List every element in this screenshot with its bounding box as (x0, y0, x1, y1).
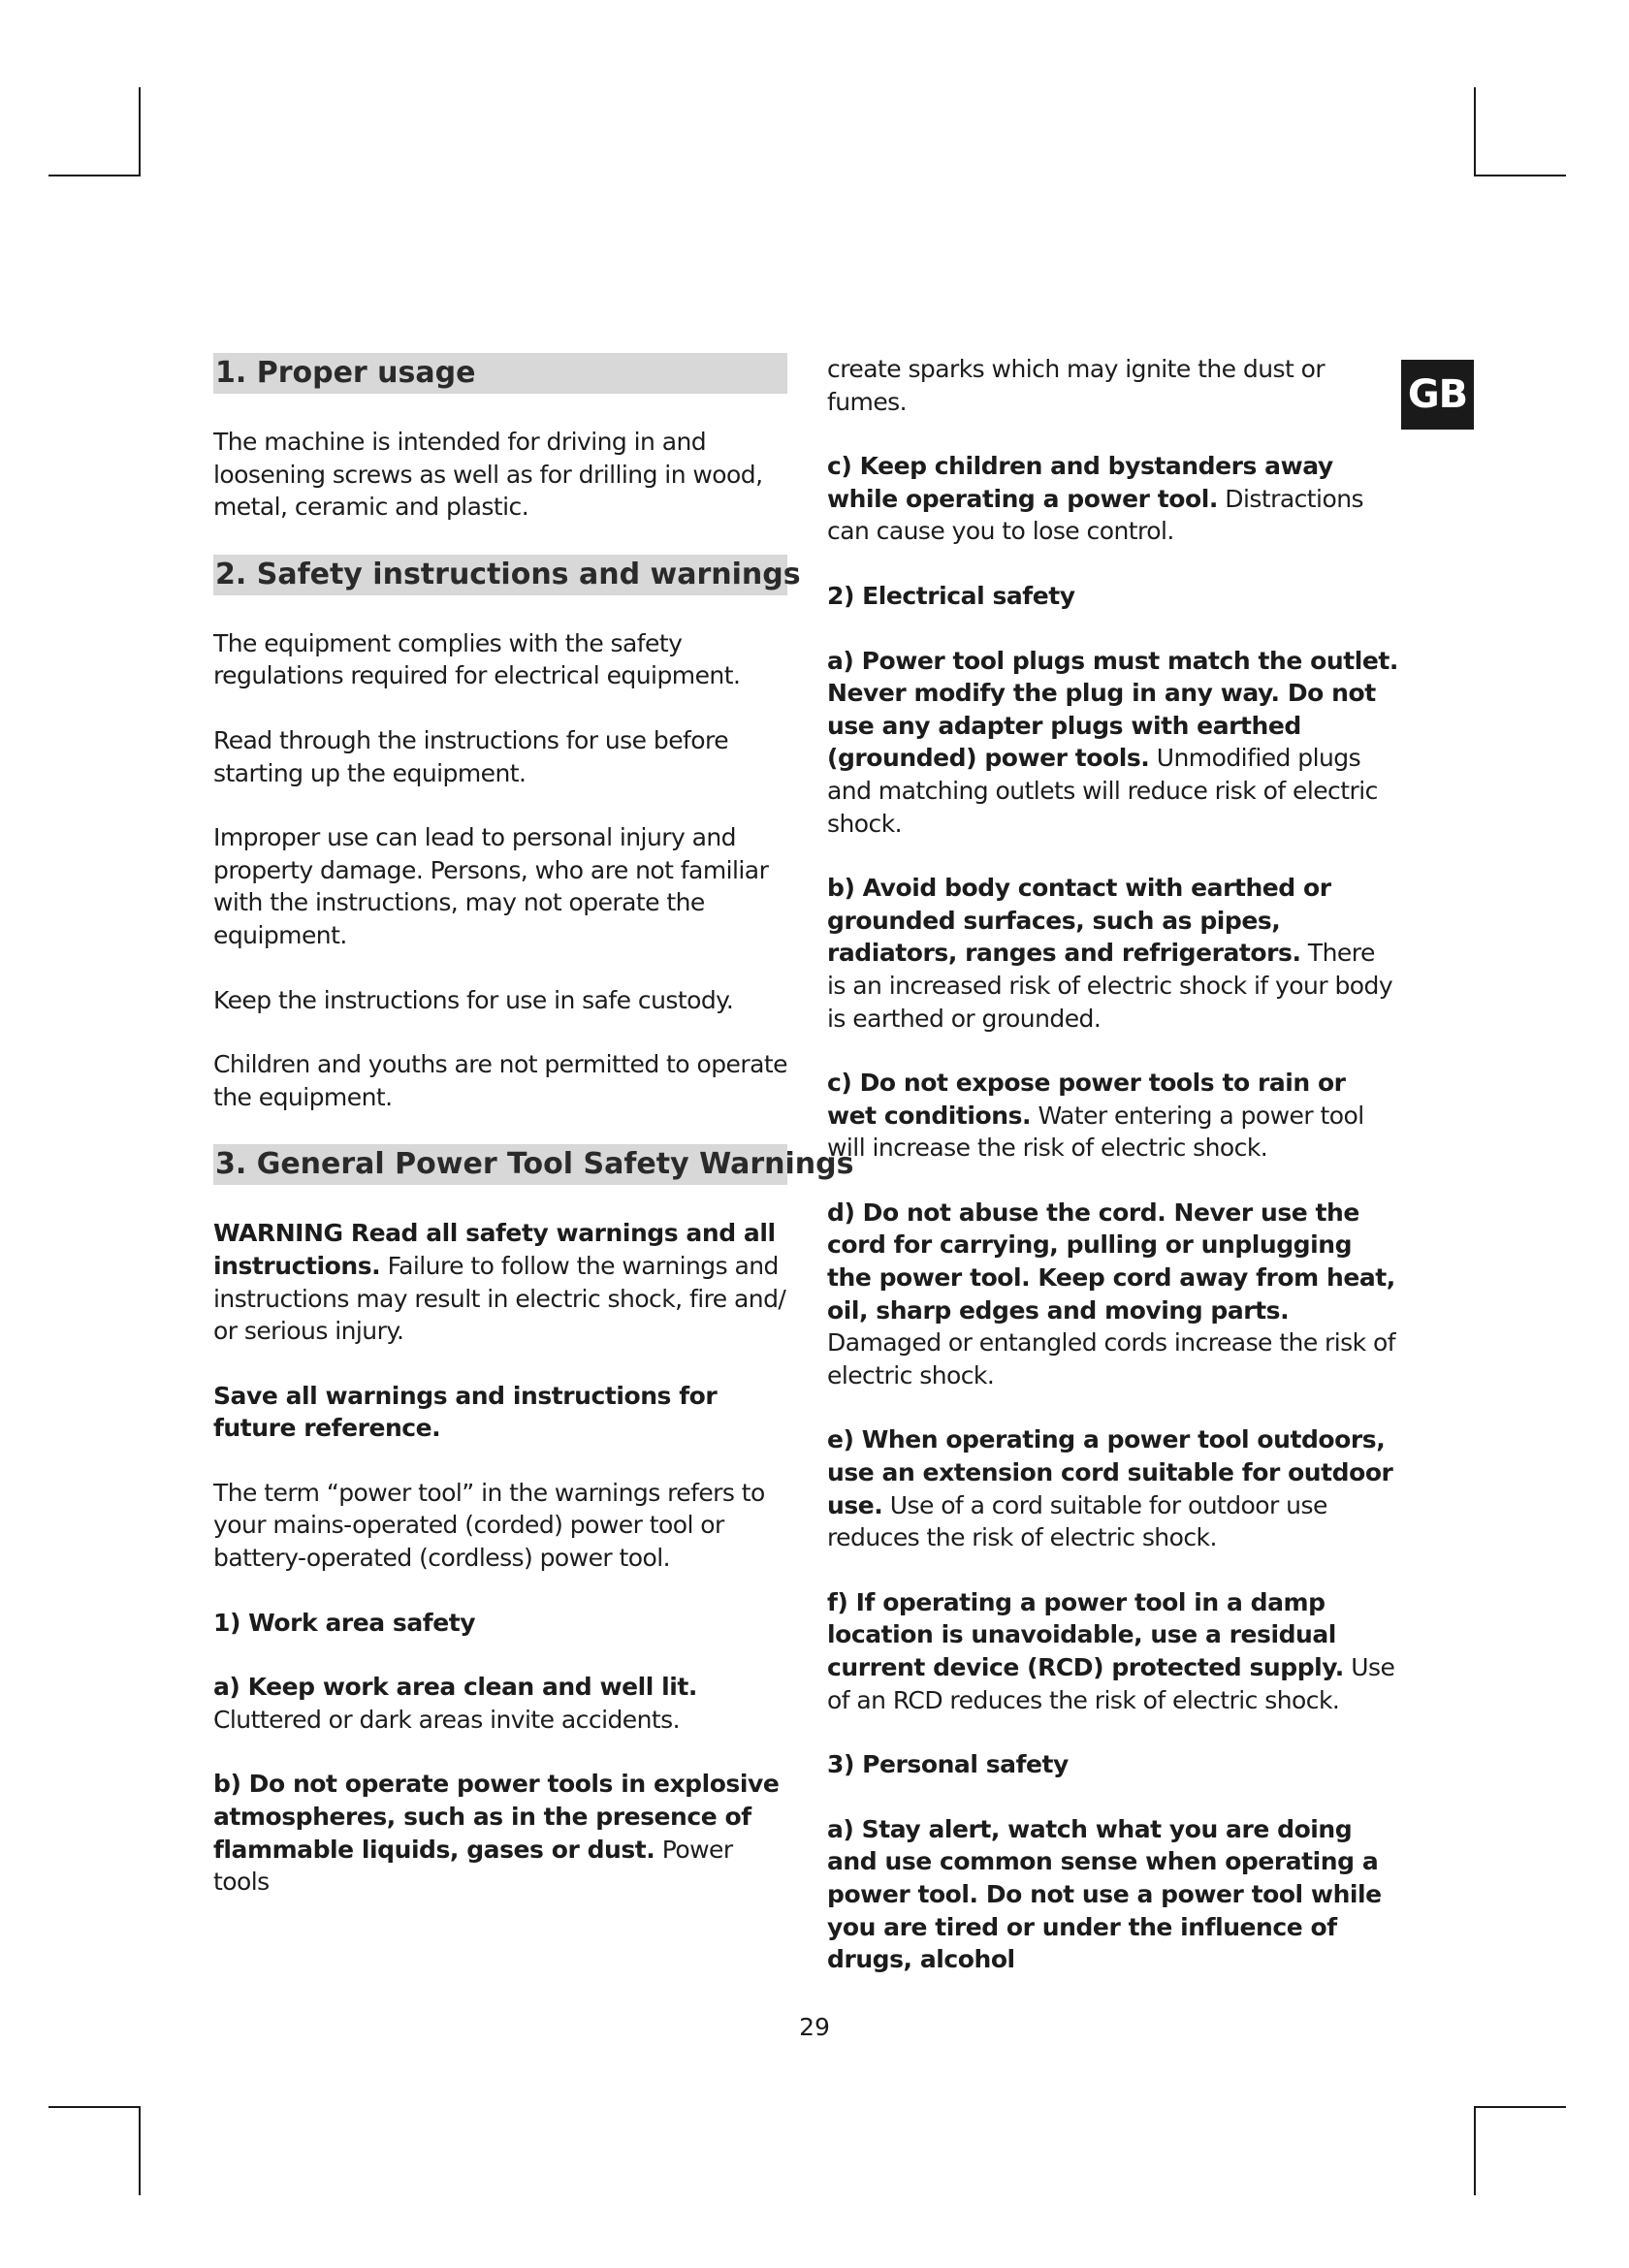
electrical-a-bold: a) Power tool plugs must match the outlet. Never modify the plug in any way. Do not use any adapter plugs with earthed (grounded) power tools. (827, 646, 1398, 773)
electrical-f-text: Use of an RCD reduces the risk of electric shock. (827, 1653, 1395, 1714)
electrical-d-bold: d) Do not abuse the cord. Never use the cord for carrying, pulling or unplugging the power tool. Keep cord away from heat, oil, sharp edges and moving parts. (827, 1198, 1395, 1325)
crop-mark-top-right-horizontal (1474, 175, 1566, 176)
section-title-safety-instructions: 2. Safety instructions and warnings (213, 555, 787, 595)
electrical-d-text: Damaged or entangled cords increase the risk of electric shock. (827, 1328, 1395, 1390)
electrical-a (827, 645, 1399, 841)
electrical-d (827, 1197, 1399, 1392)
electrical-c (827, 1067, 1399, 1165)
electrical-e (827, 1423, 1399, 1553)
work-area-b (213, 1768, 787, 1898)
electrical-f (827, 1586, 1399, 1716)
section-title-general-warnings: 3. General Power Tool Safety Warnings (213, 1144, 787, 1185)
work-area-c-text: Distractions can cause you to lose control. (827, 484, 1363, 546)
work-area-b-text: Power tools (213, 1835, 733, 1897)
compliance-text: The equipment complies with the safety regulations required for electrical equipment. (213, 628, 741, 690)
electrical-f-bold: f) If operating a power tool in a damp location is unavoidable, use a residual current device (RCD) protected supply. (827, 1587, 1344, 1681)
personal-safety-heading: 3) Personal safety (827, 1750, 1069, 1779)
work-area-heading: 1) Work area safety (213, 1608, 476, 1637)
safe-custody-text: Keep the instructions for use in safe custody. (213, 985, 734, 1014)
work-area-c (827, 450, 1399, 548)
electrical-c-bold: c) Do not expose power tools to rain or wet conditions. (827, 1069, 1346, 1130)
crop-mark-top-right-vertical (1474, 87, 1476, 176)
electrical-safety-heading: 2) Electrical safety (827, 581, 1075, 610)
work-area-a-bold: a) Keep work area clean and well lit. (213, 1673, 697, 1702)
language-badge: GB (1401, 360, 1474, 430)
improper-use-text: Improper use can lead to personal injury and property damage. Persons, who are not familiar with the instructions, may not operate the equipment. (213, 823, 769, 949)
electrical-b-text: There is an increased risk of electric shock if your body is earthed or grounded. (827, 939, 1393, 1033)
electrical-c-text: Water entering a power tool will increase the risk of electric shock. (827, 1101, 1364, 1163)
crop-mark-bottom-left-horizontal (48, 2106, 141, 2108)
crop-mark-top-left-vertical (139, 87, 141, 176)
electrical-a-text: Unmodified plugs and matching outlets will reduce risk of electric shock. (827, 744, 1378, 838)
warning-paragraph (213, 1217, 787, 1347)
electrical-b-bold: b) Avoid body contact with earthed or grounded surfaces, such as pipes, radiators, ranges and refrigerators. (827, 874, 1331, 968)
right-column (827, 353, 1399, 1976)
electrical-e-text: Use of a cord suitable for outdoor use reduces the risk of electric shock. (827, 1490, 1327, 1552)
work-area-b-bold: b) Do not operate power tools in explosive atmospheres, such as in the presence of flammable liquids, gases or dust. (213, 1770, 780, 1864)
continued-text: create sparks which may ignite the dust or fumes. (827, 355, 1326, 416)
work-area-a (213, 1671, 787, 1736)
work-area-a-text: Cluttered or dark areas invite accidents. (213, 1705, 681, 1734)
children-text: Children and youths are not permitted to operate the equipment. (213, 1050, 787, 1111)
personal-a-bold: a) Stay alert, watch what you are doing and use common sense when operating a power tool. Do not use a power tool while you are tired or under the influence of drugs, alcohol (827, 1814, 1382, 1974)
left-column (213, 353, 854, 1899)
crop-mark-bottom-right-horizontal (1474, 2106, 1566, 2108)
electrical-b (827, 872, 1399, 1035)
warning-bold: WARNING Read all safety warnings and all instructions. (213, 1219, 776, 1280)
crop-mark-top-left-horizontal (48, 175, 141, 176)
crop-mark-bottom-left-vertical (139, 2106, 141, 2195)
warning-text: Failure to follow the warnings and instructions may result in electric shock, fire and/ or serious injury. (213, 1251, 786, 1346)
electrical-e-bold: e) When operating a power tool outdoors, use an extension cord suitable for outdoor use. (827, 1425, 1393, 1519)
power-tool-term-text: The term “power tool” in the warnings refers to your mains-operated (corded) power tool or battery-operated (cordless) power tool. (213, 1478, 765, 1573)
save-warnings-text: Save all warnings and instructions for future reference. (213, 1381, 718, 1443)
crop-mark-bottom-right-vertical (1474, 2106, 1476, 2195)
proper-usage-text: The machine is intended for driving in and loosening screws as well as for drilling in wood, metal, ceramic and plastic. (213, 428, 763, 522)
page-number: 29 (799, 2013, 830, 2041)
section-title-proper-usage: 1. Proper usage (213, 353, 787, 394)
read-instructions-text: Read through the instructions for use before starting up the equipment. (213, 725, 729, 787)
work-area-c-bold: c) Keep children and bystanders away while operating a power tool. (827, 452, 1333, 513)
